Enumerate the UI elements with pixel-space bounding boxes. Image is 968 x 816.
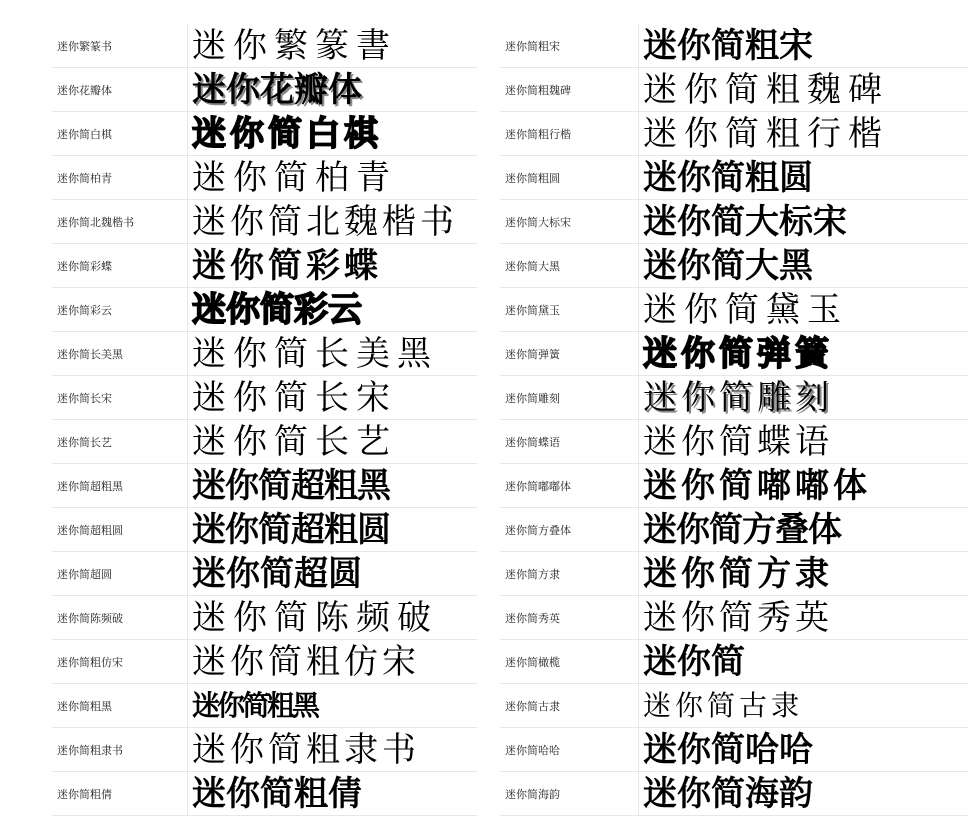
font-name-label: 迷你简北魏楷书	[57, 215, 134, 229]
font-sample: 迷你简粗隶书	[187, 728, 477, 771]
font-row	[500, 728, 968, 772]
font-name-label: 迷你简粗黑	[57, 699, 112, 713]
font-sample: 迷你简方叠体	[638, 508, 968, 551]
font-name-label: 迷你简方隶	[505, 567, 560, 581]
font-row	[500, 288, 968, 332]
font-name-label: 迷你简彩蝶	[57, 259, 112, 273]
font-sample: 迷你简长美黑	[187, 332, 477, 375]
font-name-label: 迷你简粗行楷	[505, 127, 571, 141]
font-row	[52, 684, 477, 728]
font-sample: 迷你简粗黑	[187, 684, 477, 727]
font-name-label: 迷你简粗隶书	[57, 743, 123, 757]
font-sample: 迷你简海韵	[638, 772, 968, 815]
font-sample: 迷你简长宋	[187, 376, 477, 419]
font-sample: 迷你简方隶	[638, 552, 968, 595]
font-name-label: 迷你简超粗黑	[57, 479, 123, 493]
font-name-label: 迷你简方叠体	[505, 523, 571, 537]
font-row	[500, 772, 968, 816]
font-row	[500, 596, 968, 640]
font-row	[52, 376, 477, 420]
font-name-label: 迷你简雕刻	[505, 391, 560, 405]
font-row	[52, 728, 477, 772]
font-name-label: 迷你简大黑	[505, 259, 560, 273]
font-sample: 迷你简蝶语	[638, 420, 968, 463]
font-row	[52, 332, 477, 376]
font-sample: 迷你简粗倩	[187, 772, 477, 815]
font-name-label: 迷你简超圆	[57, 567, 112, 581]
font-sample: 迷你简白棋	[187, 112, 477, 155]
font-row	[500, 68, 968, 112]
font-row	[500, 640, 968, 684]
font-sample: 迷你简粗行楷	[638, 112, 968, 155]
font-sample: 迷你简超粗圆	[187, 508, 477, 551]
font-name-label: 迷你简粗仿宋	[57, 655, 123, 669]
font-name-label: 迷你简黛玉	[505, 303, 560, 317]
font-sample: 迷你简超粗黑	[187, 464, 477, 507]
font-name-label: 迷你简哈哈	[505, 743, 560, 757]
font-name-label: 迷你简长艺	[57, 435, 112, 449]
font-row	[500, 376, 968, 420]
font-name-label: 迷你简长美黑	[57, 347, 123, 361]
font-name-label: 迷你简大标宋	[505, 215, 571, 229]
font-sample: 迷你简粗圆	[638, 156, 968, 199]
font-sample: 迷你简粗宋	[638, 24, 968, 67]
font-row	[500, 332, 968, 376]
font-row	[52, 640, 477, 684]
font-row	[52, 200, 477, 244]
font-row	[52, 508, 477, 552]
font-name-label: 迷你简海韵	[505, 787, 560, 801]
font-row	[500, 24, 968, 68]
font-row	[500, 244, 968, 288]
font-list-right	[500, 24, 968, 816]
font-sample: 迷你简秀英	[638, 596, 968, 639]
font-sample: 迷你简陈频破	[187, 596, 477, 639]
font-name-label: 迷你简嘟嘟体	[505, 479, 571, 493]
font-row	[52, 244, 477, 288]
font-name-label: 迷你简粗倩	[57, 787, 112, 801]
font-row	[52, 288, 477, 332]
font-sample: 迷你简柏青	[187, 156, 477, 199]
font-sample: 迷你简彩蝶	[187, 244, 477, 287]
font-sample: 迷你简大标宋	[638, 200, 968, 243]
font-row	[52, 112, 477, 156]
font-name-label: 迷你简陈频破	[57, 611, 123, 625]
font-sample: 迷你简大黑	[638, 244, 968, 287]
font-row	[500, 552, 968, 596]
font-list-left	[52, 24, 477, 816]
font-name-label: 迷你简长宋	[57, 391, 112, 405]
font-sample: 迷你简嘟嘟体	[638, 464, 968, 507]
font-name-label: 迷你简橄榄	[505, 655, 560, 669]
font-row	[500, 684, 968, 728]
font-sample: 迷你简彩云	[187, 288, 477, 331]
font-row	[52, 420, 477, 464]
font-name-label: 迷你简秀英	[505, 611, 560, 625]
font-sample: 迷你繁篆書	[187, 24, 477, 67]
font-row	[52, 156, 477, 200]
font-name-label: 迷你简白棋	[57, 127, 112, 141]
font-row	[52, 772, 477, 816]
font-row	[500, 464, 968, 508]
font-sample: 迷你简雕刻	[638, 376, 968, 419]
font-name-label: 迷你简粗魏碑	[505, 83, 571, 97]
font-sample: 迷你简黛玉	[638, 288, 968, 331]
font-sample: 迷你简弹簧	[638, 332, 968, 375]
font-row	[52, 24, 477, 68]
font-sample: 迷你简长艺	[187, 420, 477, 463]
font-name-label: 迷你简蝶语	[505, 435, 560, 449]
font-name-label: 迷你花瓣体	[57, 83, 112, 97]
font-sample: 迷你简古隶	[638, 684, 968, 727]
font-row	[500, 156, 968, 200]
font-sample: 迷你花瓣体	[187, 68, 477, 111]
font-row	[500, 508, 968, 552]
font-name-label: 迷你简古隶	[505, 699, 560, 713]
font-sample: 迷你简哈哈	[638, 728, 968, 771]
font-row	[500, 112, 968, 156]
font-name-label: 迷你繁篆书	[57, 39, 112, 53]
font-row	[500, 420, 968, 464]
font-name-label: 迷你简粗圆	[505, 171, 560, 185]
font-name-label: 迷你简超粗圆	[57, 523, 123, 537]
font-row	[52, 596, 477, 640]
font-sample: 迷你简粗仿宋	[187, 640, 477, 683]
font-name-label: 迷你简粗宋	[505, 39, 560, 53]
font-name-label: 迷你简柏青	[57, 171, 112, 185]
font-row	[500, 200, 968, 244]
font-row	[52, 68, 477, 112]
font-name-label: 迷你简弹簧	[505, 347, 560, 361]
font-sample: 迷你简超圆	[187, 552, 477, 595]
font-sample: 迷你简	[638, 640, 968, 683]
font-sample: 迷你简粗魏碑	[638, 68, 968, 111]
font-row	[52, 464, 477, 508]
font-row	[52, 552, 477, 596]
font-sample: 迷你简北魏楷书	[187, 200, 477, 243]
font-name-label: 迷你简彩云	[57, 303, 112, 317]
